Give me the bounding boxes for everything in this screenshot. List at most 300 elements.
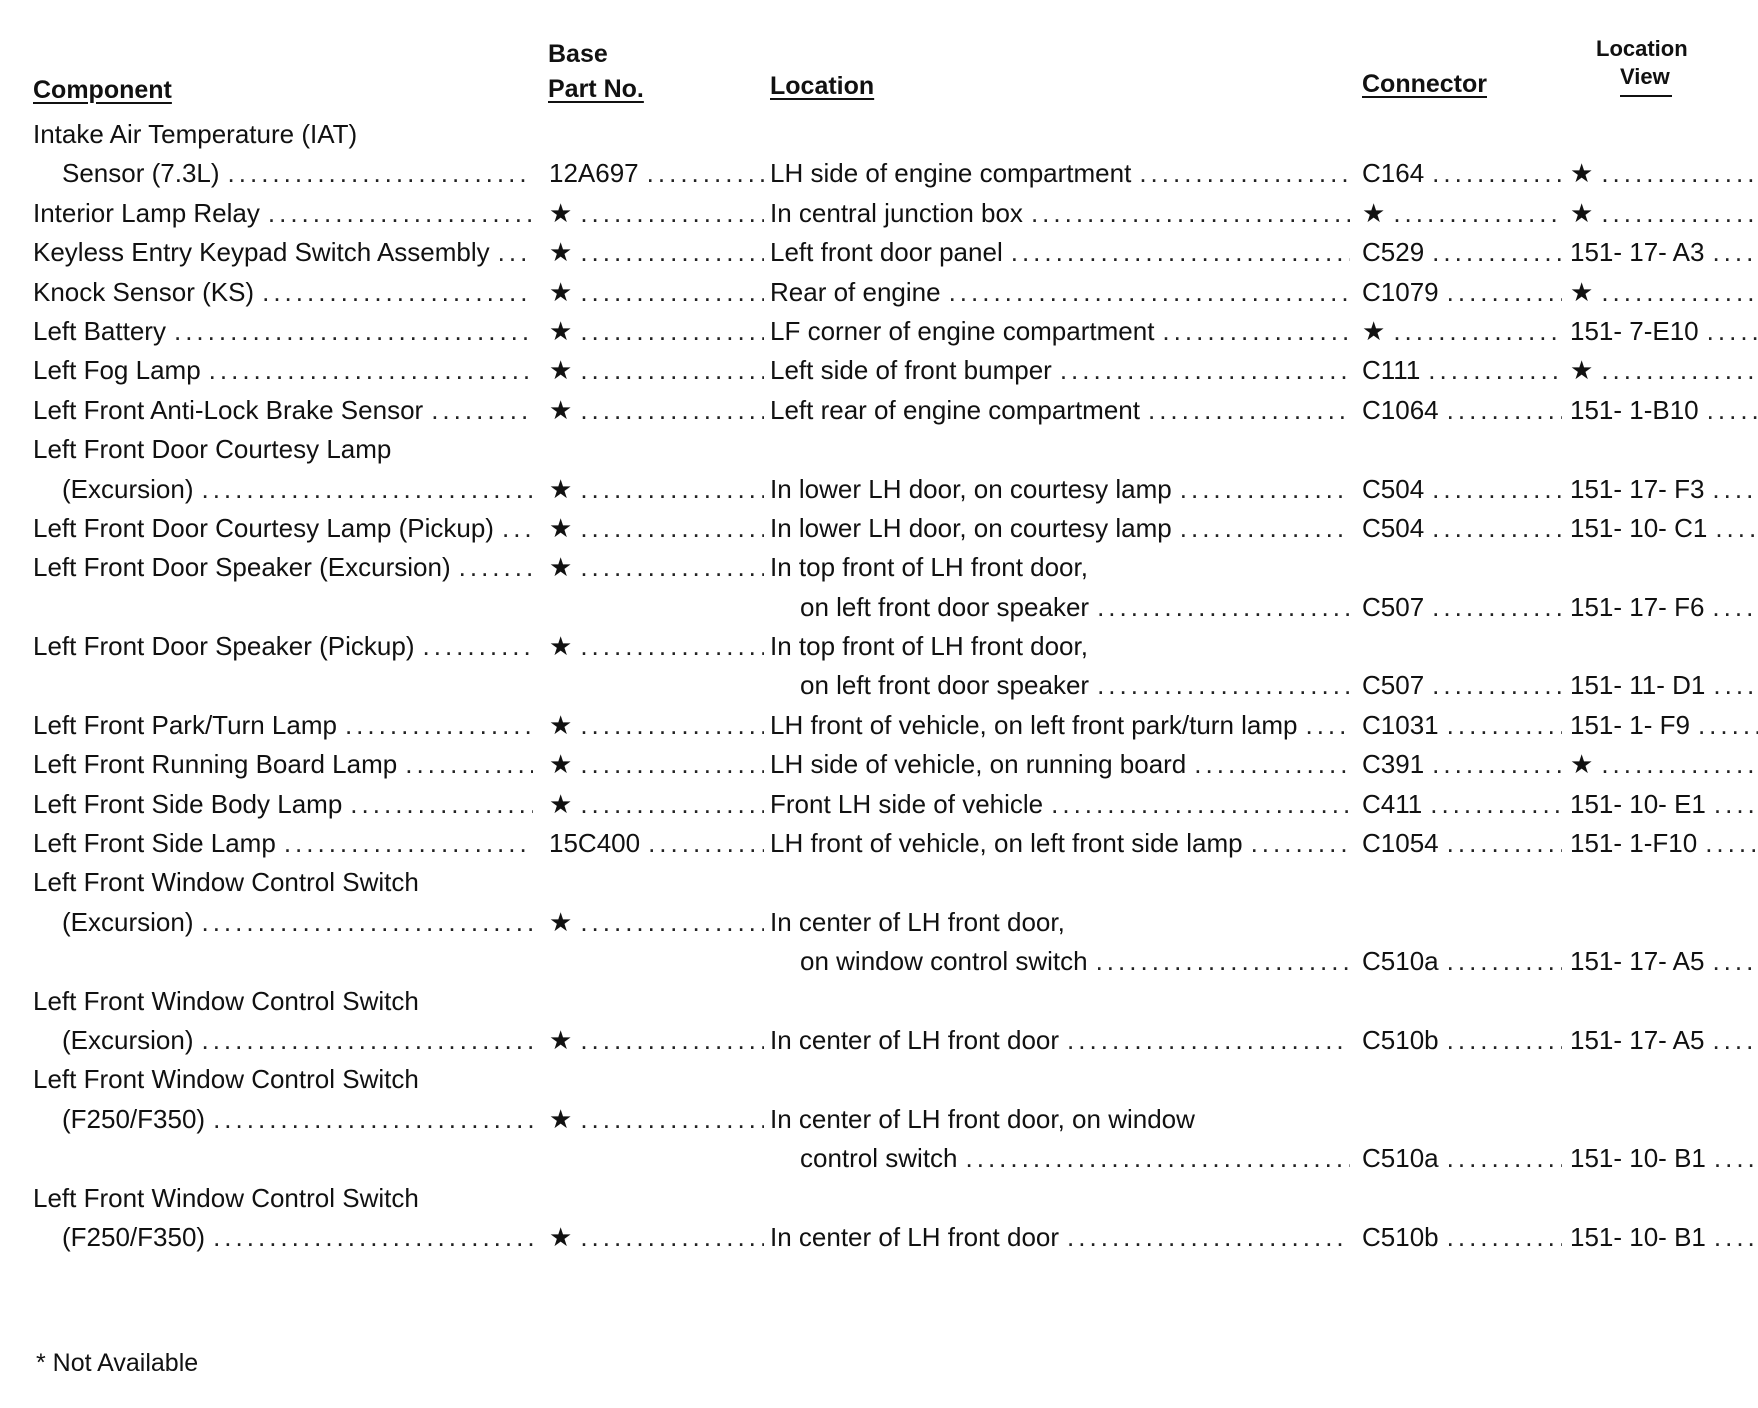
table-row (0, 1218, 1758, 1257)
base-part-cell-text: ★ (549, 1221, 573, 1252)
leader-dots (1096, 946, 1350, 977)
leader-dots (174, 316, 533, 347)
component-cell-text: Left Front Anti-Lock Brake Sensor (33, 394, 424, 425)
leader-dots (1180, 513, 1350, 544)
connector-cell-text: C510a (1362, 946, 1439, 977)
table-row (0, 391, 1758, 430)
location-cell (770, 828, 1350, 859)
component-cell-text: Left Front Window Control Switch (33, 1064, 419, 1095)
component-cell (33, 749, 533, 780)
leader-dots (1393, 316, 1562, 347)
table-row (0, 233, 1758, 272)
leader-dots (350, 789, 533, 820)
leader-dots (1447, 1025, 1562, 1056)
leader-dots (228, 158, 533, 189)
location-cell-text: on left front door speaker (800, 670, 1090, 701)
leader-dots (648, 828, 764, 859)
base-part-cell (549, 513, 764, 544)
table-row (0, 982, 1758, 1021)
location-cell (770, 631, 1350, 662)
leader-dots (268, 198, 533, 229)
connector-cell (1362, 1143, 1562, 1174)
connector-cell-text: C1079 (1362, 276, 1439, 307)
base-part-cell (549, 789, 764, 820)
base-part-cell-text: ★ (549, 394, 573, 425)
connector-cell (1362, 1222, 1562, 1253)
leader-dots (1447, 710, 1562, 741)
base-part-cell (549, 355, 764, 386)
location-cell (770, 237, 1350, 268)
leader-dots (1097, 670, 1350, 701)
base-part-cell-text: ★ (549, 315, 573, 346)
component-cell-text: Left Front Door Courtesy Lamp (Pickup) (33, 512, 494, 543)
location-cell-text: Left rear of engine compartment (770, 394, 1140, 425)
leader-dots (580, 474, 764, 505)
component-cell (62, 1104, 533, 1135)
component-cell-text: Left Front Window Control Switch (33, 985, 419, 1016)
leader-dots (1060, 355, 1350, 386)
location-cell (770, 907, 1350, 938)
component-cell-text: Left Front Side Lamp (33, 828, 276, 859)
leader-dots (1139, 158, 1350, 189)
component-cell (33, 355, 533, 386)
leader-dots (1447, 1143, 1562, 1174)
table-row (0, 1100, 1758, 1139)
leader-dots (580, 198, 764, 229)
component-cell-text: Interior Lamp Relay (33, 197, 260, 228)
component-cell (33, 316, 533, 347)
leader-dots (1432, 158, 1562, 189)
component-cell-text: Left Front Door Courtesy Lamp (33, 434, 392, 465)
table-row (0, 903, 1758, 942)
connector-cell-text: C391 (1362, 749, 1425, 780)
connector-cell-text: C411 (1362, 788, 1423, 819)
table-row (0, 194, 1758, 233)
leader-dots (1051, 789, 1350, 820)
leader-dots (580, 552, 764, 583)
leader-dots (201, 1025, 533, 1056)
location-cell (770, 355, 1350, 386)
leader-dots (1432, 670, 1562, 701)
location-view-cell (1570, 395, 1758, 426)
leader-dots (1713, 670, 1758, 701)
location-view-cell (1570, 277, 1758, 308)
leader-dots (580, 907, 764, 938)
component-cell (33, 434, 533, 465)
connector-cell-text: C507 (1362, 591, 1425, 622)
base-part-cell (549, 474, 764, 505)
leader-dots (1194, 749, 1350, 780)
connector-cell-text: ★ (1362, 197, 1386, 228)
location-view-cell (1570, 158, 1758, 189)
table-row (0, 1021, 1758, 1060)
connector-cell (1362, 592, 1562, 623)
location-view-cell (1570, 237, 1758, 268)
leader-dots (1067, 1222, 1350, 1253)
location-cell-text: Left side of front bumper (770, 355, 1052, 386)
location-cell-text: In top front of LH front door, (770, 552, 1088, 583)
connector-cell (1362, 710, 1562, 741)
table-row (0, 863, 1758, 902)
component-cell (33, 867, 533, 898)
leader-dots (580, 789, 764, 820)
leader-dots (201, 907, 533, 938)
base-part-cell (549, 277, 764, 308)
leader-dots (284, 828, 533, 859)
leader-dots (1714, 789, 1758, 820)
base-part-cell (549, 395, 764, 426)
base-part-cell-text: 12A697 (549, 158, 639, 189)
leader-dots (1712, 1025, 1758, 1056)
component-cell-text: Left Fog Lamp (33, 355, 201, 386)
location-cell-text: In top front of LH front door, (770, 631, 1088, 662)
location-view-cell-text: 151- 10- C1 (1570, 512, 1708, 543)
table-row (0, 785, 1758, 824)
leader-dots (213, 1104, 533, 1135)
location-cell (770, 158, 1350, 189)
leader-dots (1447, 946, 1562, 977)
location-view-cell (1570, 1025, 1758, 1056)
leader-dots (1712, 946, 1758, 977)
location-view-cell-text: 151- 1-B10 (1570, 394, 1699, 425)
base-part-cell (549, 1222, 764, 1253)
base-part-cell (549, 907, 764, 938)
table-row (0, 706, 1758, 745)
location-view-cell-text: 151- 17- A5 (1570, 946, 1705, 977)
leader-dots (1714, 1143, 1758, 1174)
location-cell (770, 198, 1350, 229)
connector-cell-text: C1031 (1362, 709, 1439, 740)
table-row (0, 154, 1758, 193)
leader-dots (1011, 237, 1350, 268)
component-cell-text: Left Front Window Control Switch (33, 1182, 419, 1213)
location-view-cell (1570, 355, 1758, 386)
base-part-cell-text: ★ (549, 355, 573, 386)
connector-cell (1362, 946, 1562, 977)
table-row (0, 824, 1758, 863)
leader-dots (1148, 395, 1350, 426)
component-cell (62, 474, 533, 505)
table-row (0, 942, 1758, 981)
component-cell (33, 1064, 533, 1095)
location-cell-text: LH side of vehicle, on running board (770, 749, 1187, 780)
leader-dots (1707, 316, 1758, 347)
leader-dots (213, 1222, 533, 1253)
component-cell-text: Left Battery (33, 315, 166, 346)
leader-dots (580, 277, 764, 308)
connector-cell-text: C510b (1362, 1024, 1439, 1055)
component-cell (33, 395, 533, 426)
base-part-cell-text: ★ (549, 237, 573, 268)
location-view-cell-text: 151- 7-E10 (1570, 315, 1699, 346)
base-part-cell (549, 1104, 764, 1135)
leader-dots (459, 552, 533, 583)
leader-dots (580, 237, 764, 268)
base-part-cell (549, 710, 764, 741)
leader-dots (1447, 395, 1562, 426)
component-cell-text: Left Front Door Speaker (Pickup) (33, 631, 415, 662)
connector-cell-text: C510b (1362, 1221, 1439, 1252)
table-row (0, 470, 1758, 509)
base-part-cell-text: ★ (549, 512, 573, 543)
base-part-cell-text: ★ (549, 631, 573, 662)
location-view-cell (1570, 1143, 1758, 1174)
base-part-cell-text: 15C400 (549, 828, 641, 859)
header-component: Component (33, 76, 172, 104)
header-location: Location (770, 72, 875, 100)
header-location-view-underline (1620, 95, 1672, 97)
leader-dots (345, 710, 533, 741)
location-view-cell-text: 151- 1-F10 (1570, 828, 1698, 859)
component-cell-text: Left Front Side Body Lamp (33, 788, 343, 819)
table-row (0, 666, 1758, 705)
location-view-cell (1570, 1222, 1758, 1253)
connector-cell (1362, 789, 1562, 820)
component-cell (33, 631, 533, 662)
leader-dots (580, 1104, 764, 1135)
header-connector: Connector (1362, 70, 1487, 98)
leader-dots (1447, 277, 1562, 308)
leader-dots (262, 277, 533, 308)
location-cell (770, 749, 1350, 780)
connector-cell-text: C510a (1362, 1143, 1439, 1174)
component-cell (33, 513, 533, 544)
base-part-cell (549, 316, 764, 347)
component-cell (62, 1222, 533, 1253)
table-row (0, 1139, 1758, 1178)
leader-dots (1601, 198, 1758, 229)
location-view-cell (1570, 513, 1758, 544)
location-view-cell-text: 151- 1- F9 (1570, 709, 1690, 740)
component-cell (33, 828, 533, 859)
leader-dots (1447, 1222, 1562, 1253)
leader-dots (1428, 355, 1562, 386)
component-cell-text: Intake Air Temperature (IAT) (33, 119, 358, 149)
component-cell (33, 789, 533, 820)
location-cell-text: In lower LH door, on courtesy lamp (770, 512, 1172, 543)
leader-dots (1715, 513, 1758, 544)
component-cell-text: Knock Sensor (KS) (33, 276, 255, 307)
connector-cell (1362, 749, 1562, 780)
connector-cell-text: C1064 (1362, 394, 1439, 425)
component-cell (33, 552, 533, 583)
base-part-cell-text: ★ (549, 906, 573, 937)
location-view-cell-text: ★ (1570, 355, 1594, 386)
location-view-cell (1570, 749, 1758, 780)
location-cell (770, 1104, 1350, 1135)
connector-cell (1362, 198, 1562, 229)
leader-dots (1712, 592, 1758, 623)
location-cell-text: LF corner of engine compartment (770, 315, 1155, 346)
component-cell (33, 1183, 533, 1214)
component-cell-text: (F250/F350) (62, 1221, 206, 1252)
location-view-cell (1570, 670, 1758, 701)
location-cell (770, 1025, 1350, 1056)
location-cell-text: Front LH side of vehicle (770, 788, 1044, 819)
leader-dots (1031, 198, 1350, 229)
connector-cell-text: C111 (1362, 355, 1421, 386)
location-cell (770, 277, 1350, 308)
component-cell-text: Keyless Entry Keypad Switch Assembly (33, 237, 490, 268)
location-view-cell (1570, 828, 1758, 859)
location-view-cell-text: 151- 10- B1 (1570, 1143, 1706, 1174)
base-part-cell-text: ★ (549, 276, 573, 307)
leader-dots (580, 749, 764, 780)
leader-dots (431, 395, 533, 426)
component-cell-text: (Excursion) (62, 1024, 194, 1055)
component-cell-text: Left Front Window Control Switch (33, 867, 419, 898)
base-part-cell-text: ★ (549, 709, 573, 740)
connector-cell (1362, 828, 1562, 859)
location-cell (770, 316, 1350, 347)
base-part-cell (549, 749, 764, 780)
header-location-view-line2: View (1620, 64, 1670, 89)
leader-dots (1162, 316, 1350, 347)
location-cell-text: control switch (800, 1143, 958, 1174)
leader-dots (1180, 474, 1350, 505)
base-part-cell-text: ★ (549, 1103, 573, 1134)
component-cell (62, 1025, 533, 1056)
leader-dots (1067, 1025, 1350, 1056)
leader-dots (1601, 749, 1758, 780)
location-cell-text: LH front of vehicle, on left front side lamp (770, 828, 1243, 859)
component-cell (33, 237, 533, 268)
connector-cell-text: ★ (1362, 315, 1386, 346)
location-view-cell (1570, 474, 1758, 505)
leader-dots (1601, 277, 1758, 308)
location-cell-text: Rear of engine (770, 276, 941, 307)
location-view-cell-text: ★ (1570, 197, 1594, 228)
leader-dots (498, 237, 533, 268)
component-cell-text: Sensor (7.3L) (62, 158, 220, 189)
base-part-cell-text: ★ (549, 1024, 573, 1055)
leader-dots (580, 1222, 764, 1253)
connector-cell-text: C529 (1362, 237, 1425, 268)
location-cell-text: LH side of engine compartment (770, 158, 1132, 189)
location-cell (800, 670, 1350, 701)
location-view-cell-text: 151- 10- E1 (1570, 788, 1706, 819)
component-cell (33, 277, 533, 308)
connector-cell (1362, 670, 1562, 701)
location-cell (770, 395, 1350, 426)
leader-dots (580, 513, 764, 544)
component-cell-text: Left Front Park/Turn Lamp (33, 709, 337, 740)
table-row (0, 745, 1758, 784)
header-base-part-line1: Base (548, 40, 608, 68)
location-view-cell-text: ★ (1570, 158, 1594, 189)
table-row (0, 273, 1758, 312)
connector-cell (1362, 316, 1562, 347)
location-cell (800, 592, 1350, 623)
location-view-cell (1570, 789, 1758, 820)
leader-dots (201, 474, 533, 505)
leader-dots (949, 277, 1350, 308)
component-cell (62, 907, 533, 938)
leader-dots (580, 316, 764, 347)
location-cell-text: Left front door panel (770, 237, 1003, 268)
location-cell (770, 1222, 1350, 1253)
location-cell (770, 513, 1350, 544)
leader-dots (423, 631, 534, 662)
base-part-cell-text: ★ (549, 749, 573, 780)
base-part-cell-text: ★ (549, 197, 573, 228)
leader-dots (1430, 789, 1562, 820)
leader-dots (647, 158, 764, 189)
location-cell-text: In center of LH front door, on window (770, 1103, 1195, 1134)
connector-cell (1362, 355, 1562, 386)
location-view-cell-text: 151- 11- D1 (1570, 670, 1706, 701)
leader-dots (1712, 237, 1758, 268)
location-view-cell-text: 151- 17- A5 (1570, 1024, 1705, 1055)
footnote: * Not Available (36, 1349, 199, 1377)
leader-dots (580, 710, 764, 741)
leader-dots (1305, 710, 1350, 741)
location-cell (770, 552, 1350, 583)
leader-dots (1432, 474, 1562, 505)
location-view-cell-text: 151- 17- F6 (1570, 591, 1705, 622)
location-cell (770, 789, 1350, 820)
component-cell (33, 986, 533, 1017)
base-part-cell (549, 158, 764, 189)
table-row (0, 509, 1758, 548)
location-view-cell-text: 151- 17- F3 (1570, 473, 1705, 504)
table-row (0, 1179, 1758, 1218)
connector-cell (1362, 277, 1562, 308)
header-base-part-line2: Part No. (548, 75, 644, 103)
table-row (0, 351, 1758, 390)
leader-dots (1601, 158, 1758, 189)
component-cell-text: (F250/F350) (62, 1103, 206, 1134)
location-view-cell-text: 151- 10- B1 (1570, 1221, 1706, 1252)
location-cell-text: on left front door speaker (800, 591, 1090, 622)
component-cell-text: Left Front Door Speaker (Excursion) (33, 552, 451, 583)
leader-dots (1251, 828, 1350, 859)
base-part-cell-text: ★ (549, 473, 573, 504)
table-row (0, 627, 1758, 666)
leader-dots (1432, 592, 1562, 623)
leader-dots (580, 1025, 764, 1056)
location-view-cell (1570, 710, 1758, 741)
base-part-cell (549, 631, 764, 662)
connector-cell (1362, 395, 1562, 426)
leader-dots (1097, 592, 1350, 623)
location-cell (800, 946, 1350, 977)
leader-dots (209, 355, 533, 386)
location-cell-text: In central junction box (770, 197, 1023, 228)
table-row (0, 1060, 1758, 1099)
base-part-cell (549, 237, 764, 268)
leader-dots (1432, 749, 1562, 780)
leader-dots (1712, 474, 1758, 505)
leader-dots (1393, 198, 1562, 229)
connector-cell-text: C1054 (1362, 828, 1439, 859)
location-cell (770, 710, 1350, 741)
base-part-cell (549, 552, 764, 583)
connector-cell (1362, 513, 1562, 544)
location-cell-text: LH front of vehicle, on left front park/turn lamp (770, 709, 1298, 740)
location-cell-text: In center of LH front door, (770, 906, 1065, 937)
location-view-cell (1570, 946, 1758, 977)
table-row (0, 588, 1758, 627)
leader-dots (1705, 828, 1758, 859)
location-view-cell-text: ★ (1570, 276, 1594, 307)
connector-cell-text: C504 (1362, 512, 1425, 543)
location-view-cell (1570, 198, 1758, 229)
leader-dots (1447, 828, 1562, 859)
leader-dots (1714, 1222, 1758, 1253)
connector-cell-text: C507 (1362, 670, 1425, 701)
leader-dots (580, 395, 764, 426)
